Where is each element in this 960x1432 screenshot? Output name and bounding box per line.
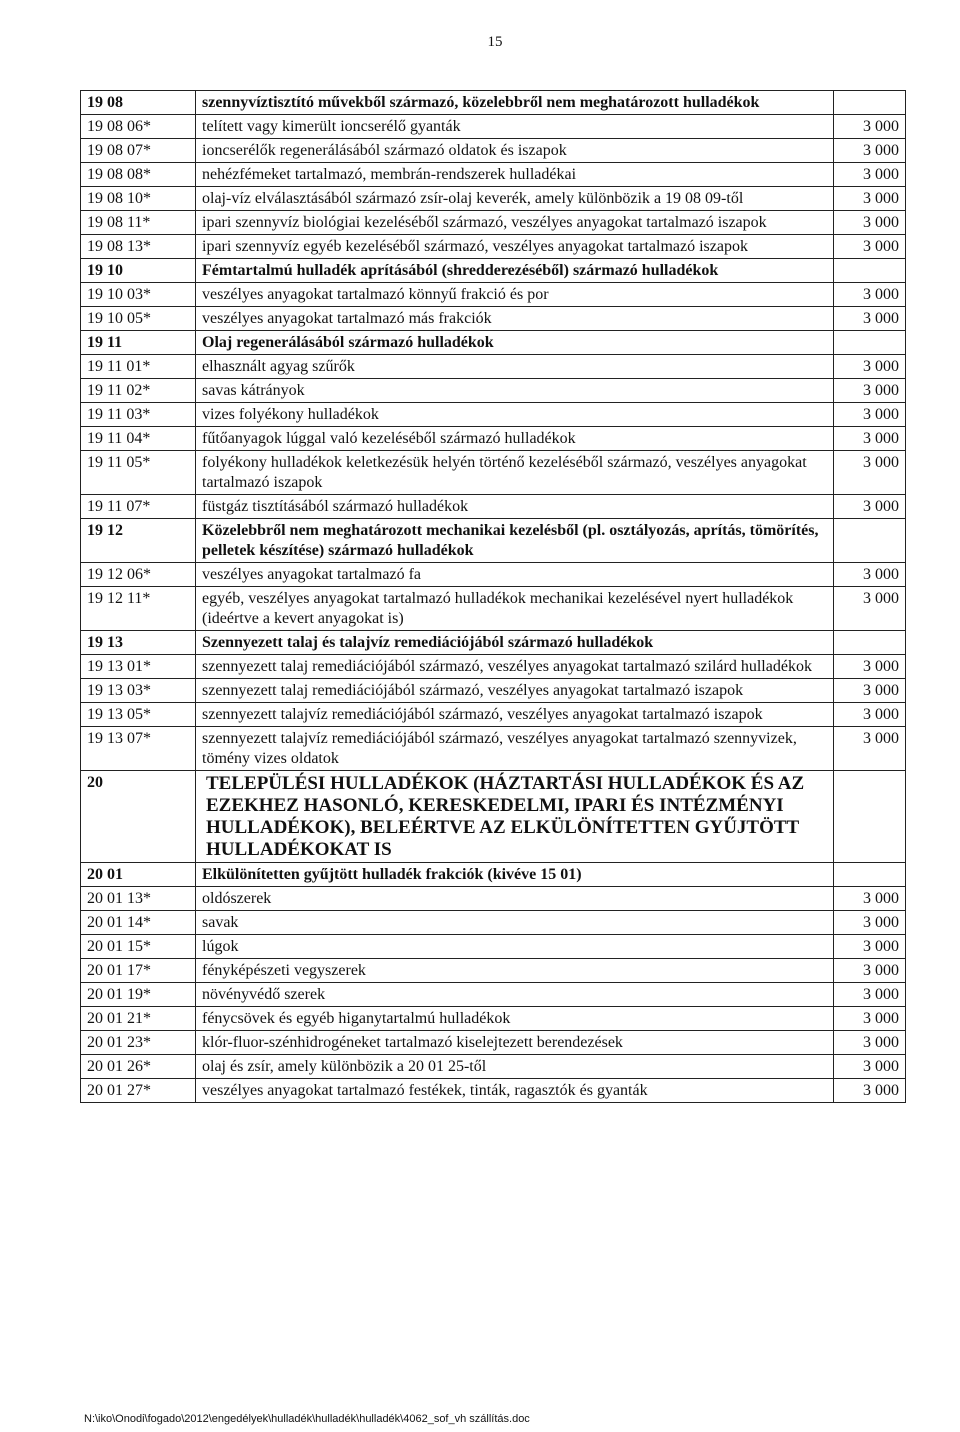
- amount-cell: 3 000: [834, 703, 906, 727]
- amount-cell: [834, 631, 906, 655]
- waste-code-cell: 19 13 05*: [81, 703, 196, 727]
- waste-code-cell: 19 11 04*: [81, 427, 196, 451]
- table-section-row: [81, 91, 906, 115]
- amount-cell: 3 000: [834, 935, 906, 959]
- table-row: [81, 403, 906, 427]
- amount-cell: 3 000: [834, 139, 906, 163]
- waste-description-cell: füstgáz tisztításából származó hulladékok: [196, 495, 834, 519]
- table-section-row: [81, 863, 906, 887]
- table-section-row: [81, 771, 906, 863]
- table-row: [81, 187, 906, 211]
- waste-code-cell: 19 13 01*: [81, 655, 196, 679]
- waste-code-cell: 20 01 26*: [81, 1055, 196, 1079]
- table-row: [81, 587, 906, 631]
- footer-file-path: N:\iko\Onodi\fogado\2012\engedélyek\hulladék\hulladék\hulladék\4062_sof_vh szállítás.doc: [84, 1413, 530, 1425]
- waste-code-cell: 19 08 10*: [81, 187, 196, 211]
- waste-description-cell: oldószerek: [196, 887, 834, 911]
- table-row: [81, 307, 906, 331]
- waste-code-cell: 20 01 17*: [81, 959, 196, 983]
- waste-code-cell: 19 12 11*: [81, 587, 196, 631]
- waste-description-cell: szennyezett talaj remediációjából származó, veszélyes anyagokat tartalmazó szilárd hulladékok: [196, 655, 834, 679]
- amount-cell: 3 000: [834, 115, 906, 139]
- amount-cell: 3 000: [834, 959, 906, 983]
- table-row: [81, 887, 906, 911]
- waste-code-cell: 19 10 03*: [81, 283, 196, 307]
- table-row: [81, 959, 906, 983]
- waste-description-cell: Olaj regenerálásából származó hulladékok: [196, 331, 834, 355]
- waste-description-cell: fényképészeti vegyszerek: [196, 959, 834, 983]
- table-row: [81, 911, 906, 935]
- table-row: [81, 727, 906, 771]
- waste-description-cell: veszélyes anyagokat tartalmazó könnyű frakció és por: [196, 283, 834, 307]
- waste-code-cell: 20 01 13*: [81, 887, 196, 911]
- amount-cell: [834, 91, 906, 115]
- waste-description-cell: veszélyes anyagokat tartalmazó festékek, tinták, ragasztók és gyanták: [196, 1079, 834, 1103]
- amount-cell: 3 000: [834, 1079, 906, 1103]
- amount-cell: 3 000: [834, 403, 906, 427]
- waste-code-table: [80, 90, 906, 1103]
- waste-code-table-body: [81, 91, 906, 1103]
- amount-cell: 3 000: [834, 1055, 906, 1079]
- table-row: [81, 935, 906, 959]
- amount-cell: 3 000: [834, 679, 906, 703]
- waste-description-cell: szennyvíztisztító művekből származó, közelebbről nem meghatározott hulladékok: [196, 91, 834, 115]
- waste-code-cell: 20 01 14*: [81, 911, 196, 935]
- table-row: [81, 163, 906, 187]
- amount-cell: 3 000: [834, 187, 906, 211]
- amount-cell: [834, 519, 906, 563]
- amount-cell: 3 000: [834, 727, 906, 771]
- table-row: [81, 655, 906, 679]
- table-section-row: [81, 259, 906, 283]
- table-row: [81, 1055, 906, 1079]
- amount-cell: 3 000: [834, 379, 906, 403]
- table-row: [81, 235, 906, 259]
- table-row: [81, 451, 906, 495]
- waste-description-cell: veszélyes anyagokat tartalmazó más frakciók: [196, 307, 834, 331]
- amount-cell: [834, 331, 906, 355]
- waste-description-cell: Közelebbről nem meghatározott mechanikai kezelésből (pl. osztályozás, aprítás, tömörítés, pelletek készítése) származó hulladékok: [196, 519, 834, 563]
- amount-cell: 3 000: [834, 427, 906, 451]
- waste-code-cell: 20: [81, 771, 196, 863]
- waste-code-cell: 19 08 13*: [81, 235, 196, 259]
- waste-description-cell: klór-fluor-szénhidrogéneket tartalmazó kiselejtezett berendezések: [196, 1031, 834, 1055]
- amount-cell: 3 000: [834, 355, 906, 379]
- waste-description-cell: savak: [196, 911, 834, 935]
- waste-code-cell: 20 01 23*: [81, 1031, 196, 1055]
- waste-code-cell: 19 11 01*: [81, 355, 196, 379]
- waste-description-cell: Fémtartalmú hulladék aprításából (shredderezéséből) származó hulladékok: [196, 259, 834, 283]
- waste-description-cell: növényvédő szerek: [196, 983, 834, 1007]
- waste-description-cell: ipari szennyvíz biológiai kezeléséből származó, veszélyes anyagokat tartalmazó iszapok: [196, 211, 834, 235]
- waste-description-cell: Szennyezett talaj és talajvíz remediációjából származó hulladékok: [196, 631, 834, 655]
- waste-description-cell: olaj-víz elválasztásából származó zsír-olaj keverék, amely különbözik a 19 08 09-től: [196, 187, 834, 211]
- amount-cell: 3 000: [834, 163, 906, 187]
- table-row: [81, 211, 906, 235]
- waste-code-cell: 19 12: [81, 519, 196, 563]
- amount-cell: [834, 771, 906, 863]
- waste-description-cell: szennyezett talajvíz remediációjából származó, veszélyes anyagokat tartalmazó szennyvizek, tömény vizes oldatok: [196, 727, 834, 771]
- table-row: [81, 283, 906, 307]
- waste-code-cell: 19 11 07*: [81, 495, 196, 519]
- waste-description-cell: egyéb, veszélyes anyagokat tartalmazó hulladékok mechanikai kezelésével nyert hulladékok (ideértve a kevert anyagokat is): [196, 587, 834, 631]
- amount-cell: [834, 259, 906, 283]
- page-number: 15: [487, 34, 503, 50]
- amount-cell: 3 000: [834, 1031, 906, 1055]
- amount-cell: 3 000: [834, 655, 906, 679]
- waste-code-cell: 20 01 21*: [81, 1007, 196, 1031]
- waste-description-cell: lúgok: [196, 935, 834, 959]
- amount-cell: 3 000: [834, 1007, 906, 1031]
- waste-description-cell: nehézfémeket tartalmazó, membrán-rendszerek hulladékai: [196, 163, 834, 187]
- table-section-row: [81, 631, 906, 655]
- table-row: [81, 983, 906, 1007]
- amount-cell: [834, 863, 906, 887]
- waste-code-cell: 20 01 27*: [81, 1079, 196, 1103]
- waste-description-cell: olaj és zsír, amely különbözik a 20 01 25-től: [196, 1055, 834, 1079]
- waste-code-cell: 19 11: [81, 331, 196, 355]
- waste-description-cell: szennyezett talajvíz remediációjából származó, veszélyes anyagokat tartalmazó iszapok: [196, 703, 834, 727]
- amount-cell: 3 000: [834, 211, 906, 235]
- waste-code-cell: 19 08: [81, 91, 196, 115]
- waste-description-cell: TELEPÜLÉSI HULLADÉKOK (HÁZTARTÁSI HULLADÉKOK ÉS AZ EZEKHEZ HASONLÓ, KERESKEDELMI, IPARI ÉS INTÉZMÉNYI HULLADÉKOK), BELEÉRTVE AZ ELKÜLÖNÍTETTEN GYŰJTÖTT HULLADÉKOKAT IS: [196, 771, 834, 863]
- waste-description-cell: ioncserélők regenerálásából származó oldatok és iszapok: [196, 139, 834, 163]
- table-row: [81, 139, 906, 163]
- table-row: [81, 703, 906, 727]
- waste-code-cell: 19 10 05*: [81, 307, 196, 331]
- waste-description-cell: fűtőanyagok lúggal való kezeléséből származó hulladékok: [196, 427, 834, 451]
- waste-code-cell: 19 08 11*: [81, 211, 196, 235]
- table-row: [81, 1031, 906, 1055]
- waste-description-cell: elhasznált agyag szűrők: [196, 355, 834, 379]
- waste-code-cell: 19 08 08*: [81, 163, 196, 187]
- amount-cell: 3 000: [834, 887, 906, 911]
- amount-cell: 3 000: [834, 235, 906, 259]
- table-section-row: [81, 519, 906, 563]
- waste-code-cell: 20 01 19*: [81, 983, 196, 1007]
- waste-description-cell: Elkülönítetten gyűjtött hulladék frakciók (kivéve 15 01): [196, 863, 834, 887]
- table-row: [81, 679, 906, 703]
- waste-code-cell: 19 11 03*: [81, 403, 196, 427]
- table-row: [81, 1007, 906, 1031]
- waste-code-cell: 19 10: [81, 259, 196, 283]
- waste-code-cell: 19 11 02*: [81, 379, 196, 403]
- table-row: [81, 379, 906, 403]
- waste-description-cell: telített vagy kimerült ioncserélő gyanták: [196, 115, 834, 139]
- waste-description-cell: savas kátrányok: [196, 379, 834, 403]
- waste-code-cell: 19 13 07*: [81, 727, 196, 771]
- waste-code-cell: 19 13: [81, 631, 196, 655]
- amount-cell: 3 000: [834, 563, 906, 587]
- waste-code-cell: 20 01 15*: [81, 935, 196, 959]
- amount-cell: 3 000: [834, 451, 906, 495]
- waste-code-cell: 19 11 05*: [81, 451, 196, 495]
- waste-description-cell: ipari szennyvíz egyéb kezeléséből származó, veszélyes anyagokat tartalmazó iszapok: [196, 235, 834, 259]
- waste-code-cell: 20 01: [81, 863, 196, 887]
- amount-cell: 3 000: [834, 495, 906, 519]
- waste-code-cell: 19 08 07*: [81, 139, 196, 163]
- waste-description-cell: veszélyes anyagokat tartalmazó fa: [196, 563, 834, 587]
- amount-cell: 3 000: [834, 983, 906, 1007]
- table-row: [81, 1079, 906, 1103]
- amount-cell: 3 000: [834, 911, 906, 935]
- table-row: [81, 563, 906, 587]
- table-row: [81, 427, 906, 451]
- amount-cell: 3 000: [834, 307, 906, 331]
- amount-cell: 3 000: [834, 587, 906, 631]
- waste-code-cell: 19 12 06*: [81, 563, 196, 587]
- amount-cell: 3 000: [834, 283, 906, 307]
- table-row: [81, 115, 906, 139]
- waste-description-cell: fénycsövek és egyéb higanytartalmú hulladékok: [196, 1007, 834, 1031]
- waste-description-cell: folyékony hulladékok keletkezésük helyén történő kezeléséből származó, veszélyes anyagokat tartalmazó iszapok: [196, 451, 834, 495]
- waste-description-cell: vizes folyékony hulladékok: [196, 403, 834, 427]
- waste-code-cell: 19 08 06*: [81, 115, 196, 139]
- table-row: [81, 355, 906, 379]
- table-row: [81, 495, 906, 519]
- table-section-row: [81, 331, 906, 355]
- waste-code-cell: 19 13 03*: [81, 679, 196, 703]
- waste-description-cell: szennyezett talaj remediációjából származó, veszélyes anyagokat tartalmazó iszapok: [196, 679, 834, 703]
